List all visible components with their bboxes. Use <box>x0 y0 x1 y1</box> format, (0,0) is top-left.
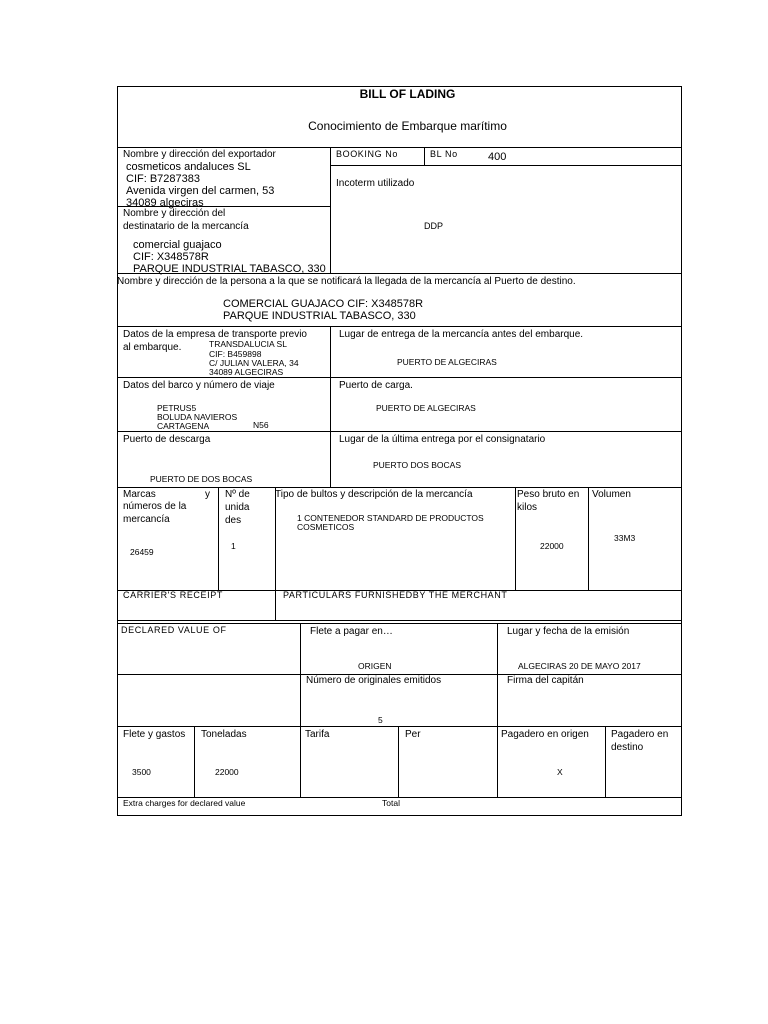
final-delivery-value: PUERTO DOS BOCAS <box>373 460 462 470</box>
freight-charges-label: Flete y gastos <box>123 729 186 740</box>
captain-signature-label: Firma del capitán <box>507 675 584 686</box>
discharge-port-label: Puerto de descarga <box>123 434 211 445</box>
consignee-line: comercial guajaco <box>133 239 222 251</box>
carrier-line: 34089 ALGECIRAS <box>209 367 284 377</box>
document-title: BILL OF LADING <box>359 87 456 101</box>
volume-label: Volumen <box>592 489 631 500</box>
rule <box>424 147 425 165</box>
marks-label: mercancía <box>123 514 170 525</box>
carrier-line: CIF: B459898 <box>209 349 262 359</box>
final-delivery-label: Lugar de la última entrega por el consignatario <box>339 434 546 445</box>
rule <box>117 815 682 816</box>
rule <box>497 623 498 797</box>
freight-charges-value: 3500 <box>132 767 151 777</box>
rule <box>117 487 682 488</box>
carrier-line: C/ JULIAN VALERA, 34 <box>209 358 299 368</box>
marks-label: números de la <box>123 501 187 512</box>
vessel-label: Datos del barco y número de viaje <box>123 380 275 391</box>
exporter-line: 34089 algeciras <box>126 197 204 209</box>
rule <box>515 487 516 590</box>
loading-port-label: Puerto de carga. <box>339 380 413 391</box>
weight-label: kilos <box>517 502 538 513</box>
exporter-line: cosmeticos andaluces SL <box>126 161 251 173</box>
incoterm-value: DDP <box>424 221 444 231</box>
per-label: Per <box>405 729 421 740</box>
rule <box>117 326 682 327</box>
consignee-line: PARQUE INDUSTRIAL TABASCO, 330 <box>133 263 326 275</box>
issue-value: ALGECIRAS 20 DE MAYO 2017 <box>518 661 641 671</box>
units-label: unida <box>225 502 250 513</box>
voyage-number: N56 <box>253 420 269 430</box>
rule <box>681 86 682 816</box>
rule <box>588 487 589 590</box>
exporter-line: Avenida virgen del carmen, 53 <box>126 185 275 197</box>
rule <box>117 147 682 148</box>
tons-value: 22000 <box>215 767 239 777</box>
description-line: COSMETICOS <box>297 522 355 532</box>
delivery-place-value: PUERTO DE ALGECIRAS <box>397 357 497 367</box>
notify-line: COMERCIAL GUAJACO CIF: X348578R <box>223 298 424 310</box>
tons-label: Toneladas <box>201 729 247 740</box>
units-label: des <box>225 515 242 526</box>
consignee-line: CIF: X348578R <box>133 251 209 263</box>
carrier-label: al embarque. <box>123 342 182 353</box>
loading-port-value: PUERTO DE ALGECIRAS <box>376 403 476 413</box>
marks-label: Marcas <box>123 489 156 500</box>
total-label: Total <box>382 798 400 808</box>
rule <box>330 165 682 166</box>
rule <box>398 726 399 797</box>
payable-origin-label: Pagadero en origen <box>501 729 589 740</box>
exporter-label: Nombre y dirección del exportador <box>123 149 276 160</box>
carriers-receipt-label: CARRIER'S RECEIPT <box>123 590 223 600</box>
rule <box>275 487 276 621</box>
extra-charges-label: Extra charges for declared value <box>123 798 246 808</box>
rule <box>218 487 219 590</box>
payable-destination-label: Pagadero en <box>611 729 669 740</box>
declared-value-label: DECLARED VALUE OF <box>121 625 227 635</box>
rule <box>605 726 606 797</box>
vessel-line: PETRUS5 <box>157 403 197 413</box>
volume-value: 33M3 <box>614 533 636 543</box>
units-label: Nº de <box>225 489 250 500</box>
weight-value: 22000 <box>540 541 564 551</box>
rule <box>117 623 682 624</box>
payable-destination-label: destino <box>611 742 644 753</box>
weight-label: Peso bruto en <box>517 489 580 500</box>
document-subtitle: Conocimiento de Embarque marítimo <box>308 119 507 133</box>
particulars-label: PARTICULARS FURNISHEDBY THE MERCHANT <box>283 590 508 600</box>
notify-label: Nombre y dirección de la persona a la que se notificará la llegada de la mercancía al Puerto de destino. <box>117 276 576 287</box>
issue-label: Lugar y fecha de la emisión <box>507 626 630 637</box>
consignee-label: destinatario de la mercancía <box>123 221 249 232</box>
consignee-label: Nombre y dirección del <box>123 208 226 219</box>
description-label: Tipo de bultos y descripción de la mercancía <box>275 489 473 500</box>
incoterm-label: Incoterm utilizado <box>336 178 415 189</box>
carrier-line: TRANSDALUCIA SL <box>209 339 287 349</box>
discharge-port-value: PUERTO DE DOS BOCAS <box>150 474 253 484</box>
freight-payable-value: ORIGEN <box>358 661 392 671</box>
vessel-line: BOLUDA NAVIEROS <box>157 412 238 422</box>
rule <box>117 726 682 727</box>
payable-origin-value: X <box>557 767 563 777</box>
description-line: 1 CONTENEDOR STANDARD DE PRODUCTOS <box>297 513 484 523</box>
originals-label: Número de originales emitidos <box>306 675 442 686</box>
rule <box>117 620 682 621</box>
rule <box>117 377 682 378</box>
delivery-place-label: Lugar de entrega de la mercancía antes del embarque. <box>339 329 584 340</box>
bl-label: BL No <box>430 149 458 159</box>
units-value: 1 <box>231 541 236 551</box>
tarifa-label: Tarifa <box>305 729 330 740</box>
vessel-line: CARTAGENA <box>157 421 210 431</box>
booking-label: BOOKING No <box>336 149 399 159</box>
freight-payable-label: Flete a pagar en… <box>310 626 393 637</box>
carrier-label: Datos de la empresa de transporte previo <box>123 329 307 340</box>
marks-value: 26459 <box>130 547 154 557</box>
originals-value: 5 <box>378 715 383 725</box>
marks-label: y <box>205 489 210 500</box>
bl-number: 400 <box>488 151 507 163</box>
rule <box>330 326 331 487</box>
rule <box>300 726 301 797</box>
rule <box>194 726 195 797</box>
notify-line: PARQUE INDUSTRIAL TABASCO, 330 <box>223 310 416 322</box>
exporter-line: CIF: B7287383 <box>126 173 200 185</box>
rule <box>117 86 118 816</box>
